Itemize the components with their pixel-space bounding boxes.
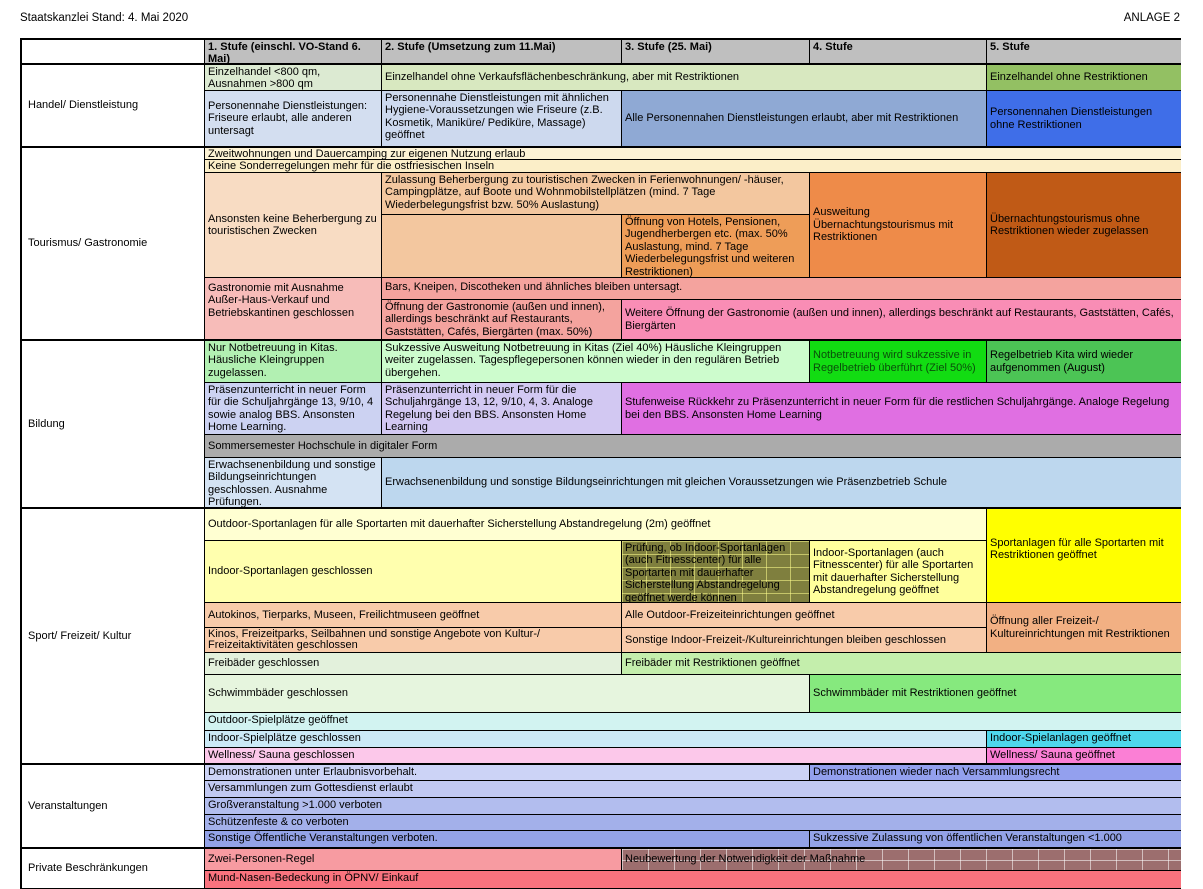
cell-freibaeder-s3-5: Freibäder mit Restriktionen geöffnet: [621, 652, 1181, 674]
cell-schwimmbaeder-s4-5: Schwimmbäder mit Restriktionen geöffnet: [809, 674, 1181, 712]
cell-zweitwohnungen: Zweitwohnungen und Dauercamping zur eigenen Nutzung erlaub: [204, 146, 1181, 159]
cell-gottesdienst: Versammlungen zum Gottesdienst erlaubt: [204, 780, 1181, 797]
category-tourismus: Tourismus/ Gastronomie: [21, 146, 204, 339]
cell-indoor-spielanlagen-s5: Indoor-Spielanlagen geöffnet: [986, 730, 1181, 747]
category-private: Private Beschränkungen: [21, 847, 204, 888]
cell-dienstleistungen-s1: Personennahe Dienstleistungen: Friseure erlaubt, alle anderen untersagt: [204, 90, 381, 146]
cell-indoor-freizeit: Sonstige Indoor-Freizeit-/Kultureinrichtungen bleiben geschlossen: [621, 627, 986, 652]
cell-beherbergung-s1: Ansonsten keine Beherbergung zu touristischen Zwecken: [204, 172, 381, 277]
cell-demonstrationen-s4-5: Demonstrationen wieder nach Versammlungsrecht: [809, 763, 1181, 780]
cell-kinos: Kinos, Freizeitparks, Seilbahnen und sonstige Angebote von Kultur-/ Freizeitaktivitäten geschlossen: [204, 627, 621, 652]
cell-beherbergung-s2-3: Zulassung Beherbergung zu touristischen Zwecken in Ferienwohnungen/ -häuser, Campingplätze, auf Boote und Wohnmobilstellplätzen (mind. 7 Tage Wiederbelegungsfrist bzw. 50% Auslastung): [381, 172, 809, 214]
cell-gastronomie-s1: Gastronomie mit Ausnahme Außer-Haus-Verkauf und Betriebskantinen geschlossen: [204, 277, 381, 339]
header-stufe-4: 4. Stufe: [809, 39, 986, 63]
header-empty-cell: [21, 39, 204, 63]
cell-kita-s5: Regelbetrieb Kita wird wieder aufgenommen (August): [986, 339, 1181, 382]
cell-grossveranstaltung: Großveranstaltung >1.000 verboten: [204, 797, 1181, 814]
cell-schule-s3-5: Stufenweise Rückkehr zu Präsenzunterricht in neuer Form für die restlichen Schuljahrgänge. Analoge Regelung bei den BBS. Ansonsten Home Learning: [621, 382, 1181, 434]
header-stufe-3: 3. Stufe (25. Mai): [621, 39, 809, 63]
cell-erwachsenenbildung-s1: Erwachsenenbildung und sonstige Bildungseinrichtungen geschlossen. Ausnahme Prüfungen.: [204, 457, 381, 507]
cell-sonstige-veranstaltungen: Sonstige Öffentliche Veranstaltungen verboten.: [204, 830, 809, 847]
header-stufe-2: 2. Stufe (Umsetzung zum 11.Mai): [381, 39, 621, 63]
cell-erwachsenenbildung-s2-5: Erwachsenenbildung und sonstige Bildungseinrichtungen mit gleichen Voraussetzungen wie Präsenzbetrieb Schule: [381, 457, 1181, 507]
category-sport: Sport/ Freizeit/ Kultur: [21, 507, 204, 763]
cell-schuetzenfeste: Schützenfeste & co verboten: [204, 814, 1181, 830]
header-stufe-1: 1. Stufe (einschl. VO-Stand 6. Mai): [204, 39, 381, 63]
cell-kita-s4: Notbetreuung wird sukzessive in Regelbetrieb überführt (Ziel 50%): [809, 339, 986, 382]
cell-indoor-sport-s1-2: Indoor-Sportanlagen geschlossen: [204, 540, 621, 602]
category-bildung: Bildung: [21, 339, 204, 507]
cell-einzelhandel-s1: Einzelhandel <800 qm, Ausnahmen >800 qm: [204, 63, 381, 90]
cell-outdoor-sport: Outdoor-Sportanlagen für alle Sportarten mit dauerhafter Sicherstellung Abstandregelung (2m) geöffnet: [204, 507, 986, 540]
cell-dienstleistungen-s5: Personennahen Dienstleistungen ohne Restriktionen: [986, 90, 1181, 146]
cell-kita-s2-3: Sukzessive Ausweitung Notbetreuung in Kitas (Ziel 40%) Häusliche Kleingruppen weiter zugelassen. Tagespflegepersonen können wieder in den regulären Betrieb übergehen.: [381, 339, 809, 382]
cell-schule-s1: Präsenzunterricht in neuer Form für die Schuljahrgänge 13, 9/10, 4 sowie analog BBS. Ansonsten Home Learning.: [204, 382, 381, 434]
cell-hochschule: Sommersemester Hochschule in digitaler Form: [204, 434, 1181, 457]
cell-autokinos: Autokinos, Tierparks, Museen, Freilichtmuseen geöffnet: [204, 602, 621, 627]
anlage-label: ANLAGE 2: [1123, 12, 1180, 24]
cell-tourismus-s5: Übernachtungstourismus ohne Restriktionen wieder zugelassen: [986, 172, 1181, 277]
cell-mund-nasen-bedeckung: Mund-Nasen-Bedeckung in ÖPNV/ Einkauf: [204, 870, 1181, 888]
cell-demonstrationen-s1-3: Demonstrationen unter Erlaubnisvorbehalt.: [204, 763, 809, 780]
cell-wellness-s5: Wellness/ Sauna geöffnet: [986, 747, 1181, 763]
cell-zwei-personen-regel: Zwei-Personen-Regel: [204, 847, 621, 870]
category-veranstaltungen: Veranstaltungen: [21, 763, 204, 847]
cell-einzelhandel-s5: Einzelhandel ohne Restriktionen: [986, 63, 1181, 90]
cell-beherbergung-s2-empty: [381, 214, 621, 277]
cell-indoor-spielplaetze-s1-4: Indoor-Spielplätze geschlossen: [204, 730, 986, 747]
page-header: [20, 12, 1180, 24]
cell-indoor-sport-s4: Indoor-Sportanlagen (auch Fitnesscenter) für alle Sportarten mit dauerhafter Sicherstellung Abstandregelung geöffnet: [809, 540, 986, 602]
cell-bars-kneipen: Bars, Kneipen, Discotheken und ähnliches bleiben untersagt.: [381, 277, 1181, 299]
cell-einzelhandel-s2-4: Einzelhandel ohne Verkaufsflächenbeschränkung, aber mit Restriktionen: [381, 63, 986, 90]
cell-tourismus-s4: Ausweitung Übernachtungstourismus mit Restriktionen: [809, 172, 986, 277]
cell-schule-s2: Präsenzunterricht in neuer Form für die Schuljahrgänge 13, 12, 9/10, 4, 3. Analoge Regelung bei den BBS. Ansonsten Home Learning: [381, 382, 621, 434]
cell-freibaeder-s1-2: Freibäder geschlossen: [204, 652, 621, 674]
cell-gastronomie-s2: Öffnung der Gastronomie (außen und innen), allerdings beschränkt auf Restaurants, Gaststätten, Cafés, Biergärten (max. 50%): [381, 299, 621, 339]
cell-sukzessive-zulassung: Sukzessive Zulassung von öffentlichen Veranstaltungen <1.000: [809, 830, 1181, 847]
cell-indoor-sport-s3: Prüfung, ob Indoor-Sportanlagen (auch Fitnesscenter) für alle Sportarten mit dauerhafter Sicherstellung Abstandregelung geöffnet werde können: [621, 540, 809, 602]
cell-schwimmbaeder-s1-3: Schwimmbäder geschlossen: [204, 674, 809, 712]
cell-freizeit-s5: Öffnung aller Freizeit-/ Kultureinrichtungen mit Restriktionen: [986, 602, 1181, 652]
cell-kita-s1: Nur Notbetreuung in Kitas. Häusliche Kleingruppen zugelassen.: [204, 339, 381, 382]
cell-neubewertung: Neubewertung der Notwendigkeit der Maßnahme: [621, 847, 1181, 870]
category-handel: Handel/ Dienstleistung: [21, 63, 204, 146]
cell-dienstleistungen-s2: Personennahe Dienstleistungen mit ähnlichen Hygiene-Voraussetzungen wie Friseure (z.B. Kosmetik, Maniküre/ Pediküre, Massage) geöffnet: [381, 90, 621, 146]
cell-wellness-s1-4: Wellness/ Sauna geschlossen: [204, 747, 986, 763]
document-stand-label: Staatskanzlei Stand: 4. Mai 2020: [20, 12, 189, 24]
cell-sportanlagen-s5: Sportanlagen für alle Sportarten mit Restriktionen geöffnet: [986, 507, 1181, 602]
cell-gastronomie-s3-5: Weitere Öffnung der Gastronomie (außen und innen), allerdings beschränkt auf Restaurants, Gaststätten, Cafés, Biergärten: [621, 299, 1181, 339]
header-stufe-5: 5. Stufe: [986, 39, 1181, 63]
cell-ostfriesische-inseln: Keine Sonderregelungen mehr für die ostfriesischen Inseln: [204, 159, 1181, 172]
stufenplan-table: [20, 38, 1181, 889]
cell-outdoor-freizeit: Alle Outdoor-Freizeiteinrichtungen geöffnet: [621, 602, 986, 627]
cell-outdoor-spielplaetze: Outdoor-Spielplätze geöffnet: [204, 712, 1181, 730]
cell-hotels-s3: Öffnung von Hotels, Pensionen, Jugendherbergen etc. (max. 50% Auslastung, mind. 7 Tage Wiederbelegungsfrist und weiteren Restriktionen): [621, 214, 809, 277]
cell-dienstleistungen-s3-4: Alle Personennahen Dienstleistungen erlaubt, aber mit Restriktionen: [621, 90, 986, 146]
